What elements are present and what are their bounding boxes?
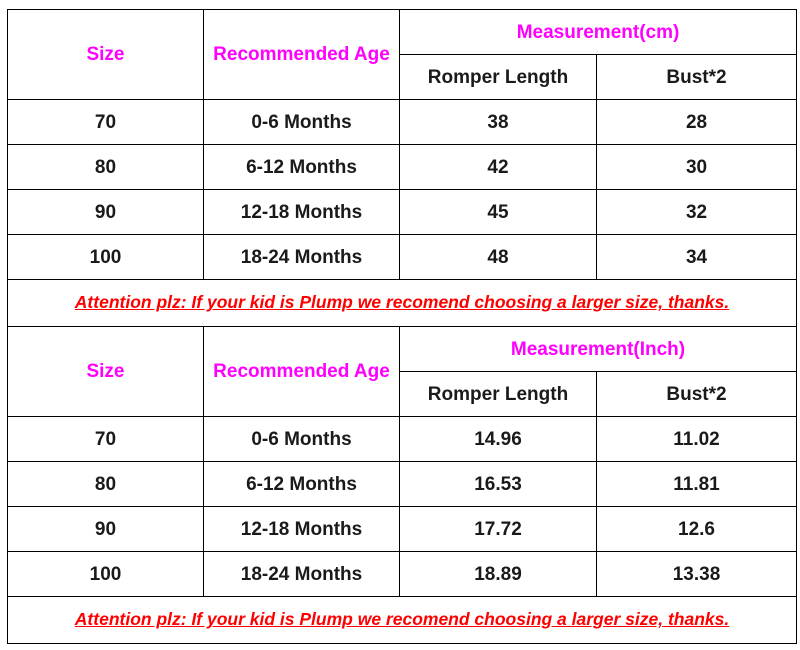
table-row bbox=[8, 235, 797, 280]
recommended-age-header: Recommended Age bbox=[204, 327, 400, 417]
size-header: Size bbox=[8, 10, 204, 100]
bust-cell: 11.81 bbox=[597, 462, 797, 507]
size-cell: 90 bbox=[8, 507, 204, 552]
romper-length-cell: 45 bbox=[400, 190, 597, 235]
romper-length-cell: 38 bbox=[400, 100, 597, 145]
table-row bbox=[8, 462, 797, 507]
romper-length-header: Romper Length bbox=[400, 372, 597, 417]
table-row bbox=[8, 507, 797, 552]
romper-length-cell: 18.89 bbox=[400, 552, 597, 597]
romper-length-cell: 17.72 bbox=[400, 507, 597, 552]
bust-cell: 11.02 bbox=[597, 417, 797, 462]
size-chart-table bbox=[7, 9, 797, 644]
table-row bbox=[8, 190, 797, 235]
age-cell: 12-18 Months bbox=[204, 507, 400, 552]
age-cell: 18-24 Months bbox=[204, 235, 400, 280]
romper-length-cell: 42 bbox=[400, 145, 597, 190]
romper-length-cell: 14.96 bbox=[400, 417, 597, 462]
inch-header-row bbox=[8, 327, 797, 372]
bust-cell: 12.6 bbox=[597, 507, 797, 552]
table-row bbox=[8, 552, 797, 597]
table-row bbox=[8, 417, 797, 462]
attention-notice: Attention plz: If your kid is Plump we recomend choosing a larger size, thanks. bbox=[8, 280, 797, 327]
measurement-inch-header: Measurement(Inch) bbox=[400, 327, 797, 372]
size-cell: 80 bbox=[8, 462, 204, 507]
bust-cell: 34 bbox=[597, 235, 797, 280]
notice-row bbox=[8, 597, 797, 644]
bust-cell: 28 bbox=[597, 100, 797, 145]
romper-length-header: Romper Length bbox=[400, 55, 597, 100]
table-row bbox=[8, 145, 797, 190]
age-cell: 18-24 Months bbox=[204, 552, 400, 597]
age-cell: 6-12 Months bbox=[204, 145, 400, 190]
age-cell: 0-6 Months bbox=[204, 417, 400, 462]
size-cell: 100 bbox=[8, 235, 204, 280]
attention-notice: Attention plz: If your kid is Plump we recomend choosing a larger size, thanks. bbox=[8, 597, 797, 644]
cm-header-row bbox=[8, 10, 797, 55]
table-row bbox=[8, 100, 797, 145]
bust-header: Bust*2 bbox=[597, 55, 797, 100]
recommended-age-header: Recommended Age bbox=[204, 10, 400, 100]
bust-cell: 13.38 bbox=[597, 552, 797, 597]
age-cell: 12-18 Months bbox=[204, 190, 400, 235]
measurement-cm-header: Measurement(cm) bbox=[400, 10, 797, 55]
size-cell: 100 bbox=[8, 552, 204, 597]
age-cell: 6-12 Months bbox=[204, 462, 400, 507]
bust-header: Bust*2 bbox=[597, 372, 797, 417]
age-cell: 0-6 Months bbox=[204, 100, 400, 145]
romper-length-cell: 48 bbox=[400, 235, 597, 280]
size-cell: 80 bbox=[8, 145, 204, 190]
notice-row bbox=[8, 280, 797, 327]
size-cell: 90 bbox=[8, 190, 204, 235]
size-header: Size bbox=[8, 327, 204, 417]
bust-cell: 30 bbox=[597, 145, 797, 190]
bust-cell: 32 bbox=[597, 190, 797, 235]
romper-length-cell: 16.53 bbox=[400, 462, 597, 507]
size-cell: 70 bbox=[8, 417, 204, 462]
size-cell: 70 bbox=[8, 100, 204, 145]
